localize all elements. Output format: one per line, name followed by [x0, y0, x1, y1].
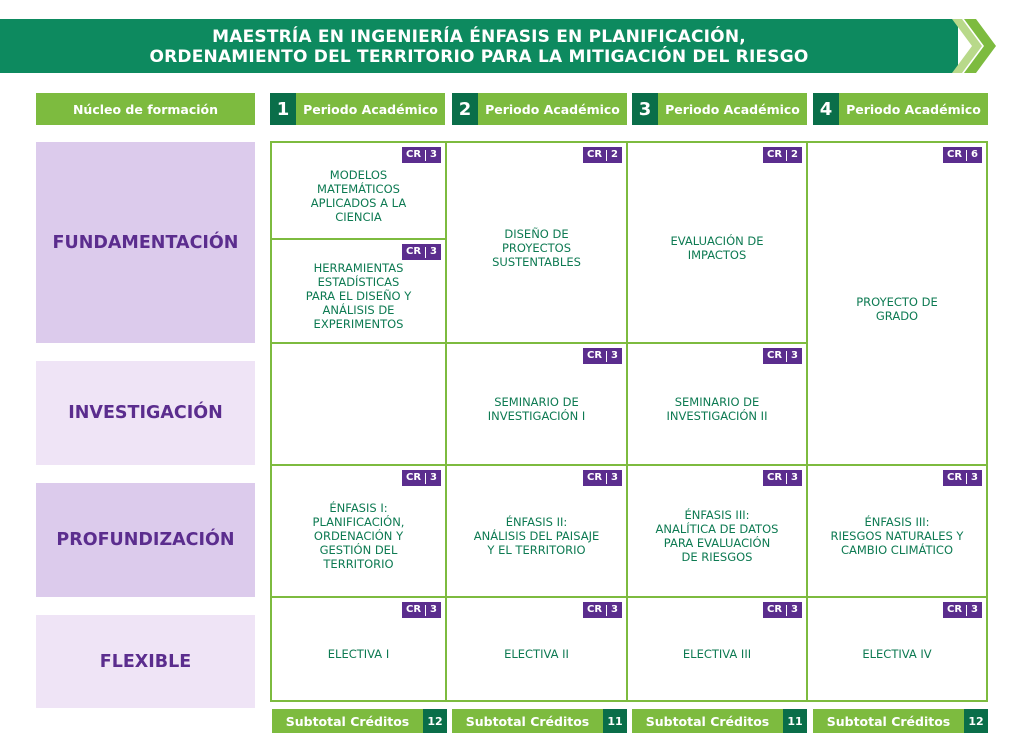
- course-enfasis-3-riesgos: [806, 464, 988, 598]
- credits-badge: CR 3: [943, 602, 982, 618]
- period-header-3: [632, 93, 807, 125]
- course-electiva-3: [626, 596, 808, 702]
- subtotal-label: Subtotal Créditos: [465, 713, 590, 729]
- period-number: 3: [632, 93, 658, 125]
- empty-cell: [270, 342, 447, 466]
- period-label: Periodo Académico: [665, 101, 800, 117]
- course-name: ÉNFASIS I: PLANIFICACIÓN, ORDENACIÓN Y GESTIÓN DEL TERRITORIO: [312, 501, 405, 571]
- category-investigacion: INVESTIGACIÓN: [36, 361, 255, 465]
- course-grid: [270, 141, 988, 702]
- course-name: ÉNFASIS III: ANALÍTICA DE DATOS PARA EVALUACIÓN DE RIESGOS: [655, 508, 779, 564]
- course-name: SEMINARIO DE INVESTIGACIÓN I: [487, 395, 586, 423]
- subtotal-period-1: [272, 709, 447, 733]
- credits-badge: CR 3: [402, 244, 441, 260]
- course-name: PROYECTO DE GRADO: [856, 294, 938, 323]
- course-diseno-proyectos: [445, 141, 628, 344]
- course-seminario-investigacion-2: [626, 342, 808, 466]
- course-electiva-1: [270, 596, 447, 702]
- course-enfasis-1: [270, 464, 447, 598]
- credits-badge: CR 3: [402, 470, 441, 486]
- course-name: EVALUACIÓN DE IMPACTOS: [670, 233, 764, 262]
- course-name: ELECTIVA I: [327, 647, 390, 661]
- subtotal-period-3: [632, 709, 807, 733]
- course-name: ELECTIVA III: [682, 647, 752, 661]
- credits-badge: CR 3: [943, 470, 982, 486]
- period-label: Periodo Académico: [485, 101, 620, 117]
- title-line-1: MAESTRÍA EN INGENIERÍA ÉNFASIS EN PLANIFICACIÓN,: [212, 27, 746, 47]
- course-name: ÉNFASIS II: ANÁLISIS DEL PAISAJE Y EL TERRITORIO: [473, 515, 600, 557]
- course-name: ELECTIVA II: [504, 647, 569, 661]
- course-seminario-investigacion-1: [445, 342, 628, 466]
- course-name: ELECTIVA IV: [862, 647, 932, 661]
- category-flexible: FLEXIBLE: [36, 615, 255, 708]
- course-electiva-4: [806, 596, 988, 702]
- credits-badge: CR 3: [402, 147, 441, 163]
- period-header-1: [270, 93, 445, 125]
- course-name: HERRAMIENTAS ESTADÍSTICAS PARA EL DISEÑO Y ANÁLISIS DE EXPERIMENTOS: [305, 261, 412, 331]
- subtotal-value: 12: [964, 709, 988, 733]
- title-line-2: ORDENAMIENTO DEL TERRITORIO PARA LA MITIGACIÓN DEL RIESGO: [149, 47, 809, 67]
- course-herramientas-estadisticas: [270, 238, 447, 344]
- subtotal-period-4: [813, 709, 988, 733]
- period-number: 4: [813, 93, 839, 125]
- subtotal-period-2: [452, 709, 627, 733]
- credits-badge: CR 6: [943, 147, 982, 163]
- course-enfasis-3-analitica: [626, 464, 808, 598]
- course-electiva-2: [445, 596, 628, 702]
- credits-badge: CR 3: [402, 602, 441, 618]
- course-evaluacion-impactos: [626, 141, 808, 344]
- subtotal-value: 12: [423, 709, 447, 733]
- subtotal-label: Subtotal Créditos: [826, 713, 951, 729]
- period-number: 1: [270, 93, 296, 125]
- title-banner: [0, 19, 958, 73]
- period-header-2: [452, 93, 627, 125]
- credits-badge: CR 2: [763, 147, 802, 163]
- course-enfasis-2: [445, 464, 628, 598]
- category-profundizacion: PROFUNDIZACIÓN: [36, 483, 255, 597]
- credits-badge: CR 3: [583, 348, 622, 364]
- subtotal-value: 11: [783, 709, 807, 733]
- period-label: Periodo Académico: [303, 101, 438, 117]
- period-label: Periodo Académico: [846, 101, 981, 117]
- course-name: SEMINARIO DE INVESTIGACIÓN II: [666, 395, 768, 423]
- subtotal-label: Subtotal Créditos: [645, 713, 770, 729]
- credits-badge: CR 3: [763, 348, 802, 364]
- course-name: ÉNFASIS III: RIESGOS NATURALES Y CAMBIO CLIMÁTICO: [830, 515, 964, 557]
- nucleo-header: [36, 93, 255, 125]
- course-modelos-matematicos: [270, 141, 447, 240]
- credits-badge: CR 3: [583, 470, 622, 486]
- period-number: 2: [452, 93, 478, 125]
- credits-badge: CR 3: [763, 470, 802, 486]
- credits-badge: CR 2: [583, 147, 622, 163]
- course-name: MODELOS MATEMÁTICOS APLICADOS A LA CIENCIA: [310, 167, 407, 224]
- credits-badge: CR 3: [763, 602, 802, 618]
- nucleo-label: Núcleo de formación: [72, 101, 219, 117]
- course-proyecto-grado: [806, 141, 988, 466]
- chevron-arrows-icon: [952, 19, 1000, 73]
- course-name: DISEÑO DE PROYECTOS SUSTENTABLES: [492, 226, 581, 269]
- category-fundamentacion: FUNDAMENTACIÓN: [36, 142, 255, 343]
- credits-badge: CR 3: [583, 602, 622, 618]
- period-header-4: [813, 93, 988, 125]
- subtotal-value: 11: [603, 709, 627, 733]
- subtotal-label: Subtotal Créditos: [285, 713, 410, 729]
